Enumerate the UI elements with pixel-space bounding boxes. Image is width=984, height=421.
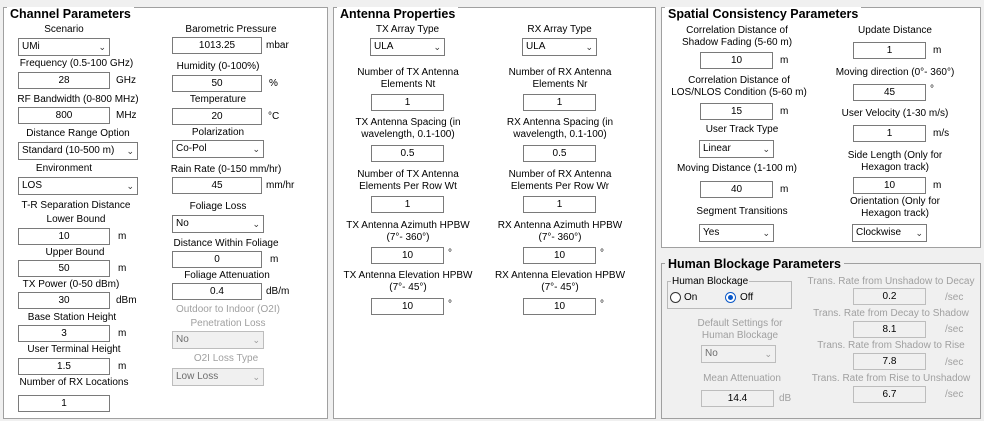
rx-elevation-label-line2: (7°- 45°) xyxy=(541,282,579,293)
tx-azimuth-input[interactable]: 10 xyxy=(371,247,444,264)
corr-sf-label-line2: Shadow Fading (5-60 m) xyxy=(681,37,793,48)
ut-height-unit: m xyxy=(118,361,127,372)
ut-height-input[interactable]: 1.5 xyxy=(18,358,110,375)
upper-bound-input[interactable]: 50 xyxy=(18,260,110,277)
o2i-penetration-select[interactable]: No ⌄ xyxy=(172,331,264,349)
temperature-input[interactable]: 20 xyxy=(172,108,262,125)
antenna-properties-title: Antenna Properties xyxy=(337,7,458,21)
corr-los-input[interactable]: 15 xyxy=(700,103,773,120)
tx-spacing-label-line2: wavelength, 0.1-100) xyxy=(361,129,455,140)
frequency-input[interactable]: 28 xyxy=(18,72,110,89)
track-type-label: User Track Type xyxy=(705,124,779,135)
moving-distance-label: Moving Distance (1-100 m) xyxy=(676,163,798,174)
chevron-down-icon: ⌄ xyxy=(126,146,134,156)
rate-decay-shadow-unit: /sec xyxy=(945,324,964,335)
on-radio[interactable] xyxy=(670,292,681,303)
chevron-down-icon: ⌄ xyxy=(252,372,260,382)
segment-transitions-label: Segment Transitions xyxy=(696,206,788,217)
foliage-attenuation-label: Foliage Attenuation xyxy=(184,270,270,281)
rx-array-label: RX Array Type xyxy=(527,24,592,35)
temperature-label: Temperature xyxy=(189,94,247,105)
polarization-select[interactable]: Co-Pol ⌄ xyxy=(172,140,264,158)
tx-azimuth-unit: ° xyxy=(448,248,452,259)
rate-unshadow-decay-label: Trans. Rate from Unshadow to Decay xyxy=(807,276,975,287)
bs-height-label: Base Station Height xyxy=(27,312,117,323)
distance-foliage-input[interactable]: 0 xyxy=(172,251,262,268)
corr-los-label-line1: Correlation Distance of xyxy=(688,75,790,86)
o2i-loss-type-select[interactable]: Low Loss ⌄ xyxy=(172,368,264,386)
rx-wr-input[interactable]: 1 xyxy=(523,196,596,213)
humidity-input[interactable]: 50 xyxy=(172,75,262,92)
chevron-down-icon: ⌄ xyxy=(252,335,260,345)
lower-bound-input[interactable]: 10 xyxy=(18,228,110,245)
side-length-input[interactable]: 10 xyxy=(853,177,926,194)
corr-sf-label-line1: Correlation Distance of xyxy=(686,25,788,36)
distance-foliage-label: Distance Within Foliage xyxy=(173,238,279,249)
on-radio-label[interactable]: On xyxy=(684,292,698,303)
lower-bound-label: Lower Bound xyxy=(46,214,106,225)
chevron-down-icon: ⌄ xyxy=(98,42,106,52)
rx-azimuth-unit: ° xyxy=(600,248,604,259)
foliage-loss-select[interactable]: No ⌄ xyxy=(172,215,264,233)
rate-shadow-rise-input[interactable]: 7.8 xyxy=(853,353,926,370)
humidity-label: Humidity (0-100%) xyxy=(176,61,260,72)
rain-rate-input[interactable]: 45 xyxy=(172,177,262,194)
tx-array-label: TX Array Type xyxy=(375,24,440,35)
side-length-label-line2: Hexagon track) xyxy=(861,162,929,173)
segment-transitions-select[interactable]: Yes ⌄ xyxy=(699,224,774,242)
chevron-down-icon: ⌄ xyxy=(915,228,923,238)
upper-bound-unit: m xyxy=(118,263,127,274)
tx-wt-label-line2: Elements Per Row Wt xyxy=(359,181,457,192)
moving-distance-input[interactable]: 40 xyxy=(700,181,773,198)
scenario-label: Scenario xyxy=(44,24,84,35)
chevron-down-icon: ⌄ xyxy=(762,228,770,238)
rx-spacing-input[interactable]: 0.5 xyxy=(523,145,596,162)
pressure-unit: mbar xyxy=(266,40,289,51)
rate-rise-unshadow-label: Trans. Rate from Rise to Unshadow xyxy=(811,373,971,384)
update-distance-label: Update Distance xyxy=(858,25,932,36)
rx-nr-label-line2: Elements Nr xyxy=(532,79,588,90)
tx-nt-input[interactable]: 1 xyxy=(371,94,444,111)
moving-direction-unit: ° xyxy=(930,84,934,95)
channel-parameters-title: Channel Parameters xyxy=(7,7,134,21)
o2i-loss-type-label: O2I Loss Type xyxy=(193,353,259,364)
update-distance-unit: m xyxy=(933,45,942,56)
velocity-label: User Velocity (1-30 m/s) xyxy=(841,108,949,119)
rx-elevation-input[interactable]: 10 xyxy=(523,298,596,315)
tx-elevation-label-line2: (7°- 45°) xyxy=(389,282,427,293)
upper-bound-label: Upper Bound xyxy=(45,247,105,258)
rate-shadow-rise-unit: /sec xyxy=(945,357,964,368)
chevron-down-icon: ⌄ xyxy=(126,181,134,191)
default-settings-select[interactable]: No ⌄ xyxy=(701,345,776,363)
rate-unshadow-decay-unit: /sec xyxy=(945,292,964,303)
moving-direction-label: Moving direction (0°- 360°) xyxy=(835,67,955,78)
chevron-down-icon: ⌄ xyxy=(764,349,772,359)
chevron-down-icon: ⌄ xyxy=(585,42,593,52)
default-settings-label-line1: Default Settings for xyxy=(697,318,783,329)
tr-separation-label: T-R Separation Distance xyxy=(21,200,131,211)
o2i-label-line1: Outdoor to Indoor (O2I) xyxy=(176,304,280,315)
lower-bound-unit: m xyxy=(118,231,127,242)
tx-nt-label-line2: Elements Nt xyxy=(380,79,436,90)
distance-foliage-unit: m xyxy=(270,254,279,265)
tx-wt-input[interactable]: 1 xyxy=(371,196,444,213)
tx-power-unit: dBm xyxy=(116,295,137,306)
tx-elevation-label-line1: TX Antenna Elevation HPBW xyxy=(343,270,473,281)
side-length-unit: m xyxy=(933,180,942,191)
corr-los-unit: m xyxy=(780,106,789,117)
temperature-unit: °C xyxy=(268,111,280,122)
track-type-select[interactable]: Linear ⌄ xyxy=(699,140,774,158)
foliage-loss-label: Foliage Loss xyxy=(189,201,247,212)
rx-elevation-unit: ° xyxy=(600,299,604,310)
orientation-select[interactable]: Clockwise ⌄ xyxy=(852,224,927,242)
moving-distance-unit: m xyxy=(780,184,789,195)
off-radio-label[interactable]: Off xyxy=(740,292,754,303)
bs-height-input[interactable]: 3 xyxy=(18,325,110,342)
rain-rate-label: Rain Rate (0-150 mm/hr) xyxy=(170,164,282,175)
rx-spacing-label-line1: RX Antenna Spacing (in xyxy=(506,117,614,128)
tx-azimuth-label-line2: (7°- 360°) xyxy=(386,232,430,243)
rx-spacing-label-line2: wavelength, 0.1-100) xyxy=(513,129,607,140)
chevron-down-icon: ⌄ xyxy=(762,144,770,154)
rx-elevation-label-line1: RX Antenna Elevation HPBW xyxy=(494,270,626,281)
rx-nr-label-line1: Number of RX Antenna xyxy=(508,67,612,78)
rx-array-select[interactable]: ULA ⌄ xyxy=(522,38,597,56)
rx-azimuth-label-line1: RX Antenna Azimuth HPBW xyxy=(497,220,623,231)
spatial-consistency-title: Spatial Consistency Parameters xyxy=(665,7,861,21)
velocity-unit: m/s xyxy=(933,128,950,139)
tx-elevation-input[interactable]: 10 xyxy=(371,298,444,315)
distance-range-label: Distance Range Option xyxy=(26,128,130,139)
bandwidth-unit: MHz xyxy=(116,110,137,121)
chevron-down-icon: ⌄ xyxy=(433,42,441,52)
distance-range-select[interactable]: Standard (10-500 m) ⌄ xyxy=(18,142,138,160)
rx-wr-label-line2: Elements Per Row Wr xyxy=(510,181,610,192)
corr-sf-input[interactable]: 10 xyxy=(700,52,773,69)
rx-locations-input[interactable]: 1 xyxy=(18,395,110,412)
update-distance-input[interactable]: 1 xyxy=(853,42,926,59)
mean-attenuation-label: Mean Attenuation xyxy=(703,373,781,384)
rate-shadow-rise-label: Trans. Rate from Shadow to Rise xyxy=(817,340,965,351)
environment-label: Environment xyxy=(35,163,93,174)
bs-height-unit: m xyxy=(118,328,127,339)
velocity-input[interactable]: 1 xyxy=(853,125,926,142)
chevron-down-icon: ⌄ xyxy=(252,144,260,154)
tx-spacing-label-line1: TX Antenna Spacing (in xyxy=(355,117,461,128)
rate-rise-unshadow-unit: /sec xyxy=(945,389,964,400)
off-radio[interactable] xyxy=(725,292,736,303)
rate-unshadow-decay-input[interactable]: 0.2 xyxy=(853,288,926,305)
tx-elevation-unit: ° xyxy=(448,299,452,310)
rx-azimuth-input[interactable]: 10 xyxy=(523,247,596,264)
foliage-attenuation-input[interactable]: 0.4 xyxy=(172,283,262,300)
side-length-label-line1: Side Length (Only for xyxy=(847,150,943,161)
default-settings-label-line2: Human Blockage xyxy=(701,330,779,341)
o2i-label-line2: Penetration Loss xyxy=(190,318,266,329)
foliage-attenuation-unit: dB/m xyxy=(266,286,290,297)
frequency-label: Frequency (0.5-100 GHz) xyxy=(19,58,134,69)
pressure-input[interactable]: 1013.25 xyxy=(172,37,262,54)
ut-height-label: User Terminal Height xyxy=(27,344,121,355)
rate-decay-shadow-label: Trans. Rate from Decay to Shadow xyxy=(813,308,969,319)
tx-nt-label-line1: Number of TX Antenna xyxy=(357,67,459,78)
rx-wr-label-line1: Number of RX Antenna xyxy=(508,169,612,180)
rx-locations-label: Number of RX Locations xyxy=(19,377,129,388)
mean-attenuation-input[interactable]: 14.4 xyxy=(701,390,774,407)
rx-nr-input[interactable]: 1 xyxy=(523,94,596,111)
tx-spacing-input[interactable]: 0.5 xyxy=(371,145,444,162)
orientation-label-line2: Hexagon track) xyxy=(861,208,929,219)
orientation-label-line1: Orientation (Only for xyxy=(849,196,941,207)
bandwidth-label: RF Bandwidth (0-800 MHz) xyxy=(17,94,139,105)
corr-sf-unit: m xyxy=(780,55,789,66)
tx-wt-label-line1: Number of TX Antenna xyxy=(357,169,459,180)
pressure-label: Barometric Pressure xyxy=(185,24,277,35)
mean-attenuation-unit: dB xyxy=(779,393,792,404)
tx-power-label: TX Power (0-50 dBm) xyxy=(22,279,120,290)
chevron-down-icon: ⌄ xyxy=(252,219,260,229)
frequency-unit: GHz xyxy=(116,75,136,86)
human-blockage-title: Human Blockage Parameters xyxy=(665,257,844,271)
tx-array-select[interactable]: ULA ⌄ xyxy=(370,38,445,56)
rate-rise-unshadow-input[interactable]: 6.7 xyxy=(853,386,926,403)
corr-los-label-line2: LOS/NLOS Condition (5-60 m) xyxy=(671,87,807,98)
bandwidth-input[interactable]: 800 xyxy=(18,107,110,124)
rx-azimuth-label-line2: (7°- 360°) xyxy=(538,232,582,243)
environment-select[interactable]: LOS ⌄ xyxy=(18,177,138,195)
rain-rate-unit: mm/hr xyxy=(266,180,295,191)
polarization-label: Polarization xyxy=(191,127,245,138)
human-blockage-group-label: Human Blockage xyxy=(672,276,749,287)
moving-direction-input[interactable]: 45 xyxy=(853,84,926,101)
tx-azimuth-label-line1: TX Antenna Azimuth HPBW xyxy=(346,220,470,231)
rate-decay-shadow-input[interactable]: 8.1 xyxy=(853,321,926,338)
humidity-unit: % xyxy=(269,78,278,89)
tx-power-input[interactable]: 30 xyxy=(18,292,110,309)
scenario-select[interactable]: UMi ⌄ xyxy=(18,38,110,56)
